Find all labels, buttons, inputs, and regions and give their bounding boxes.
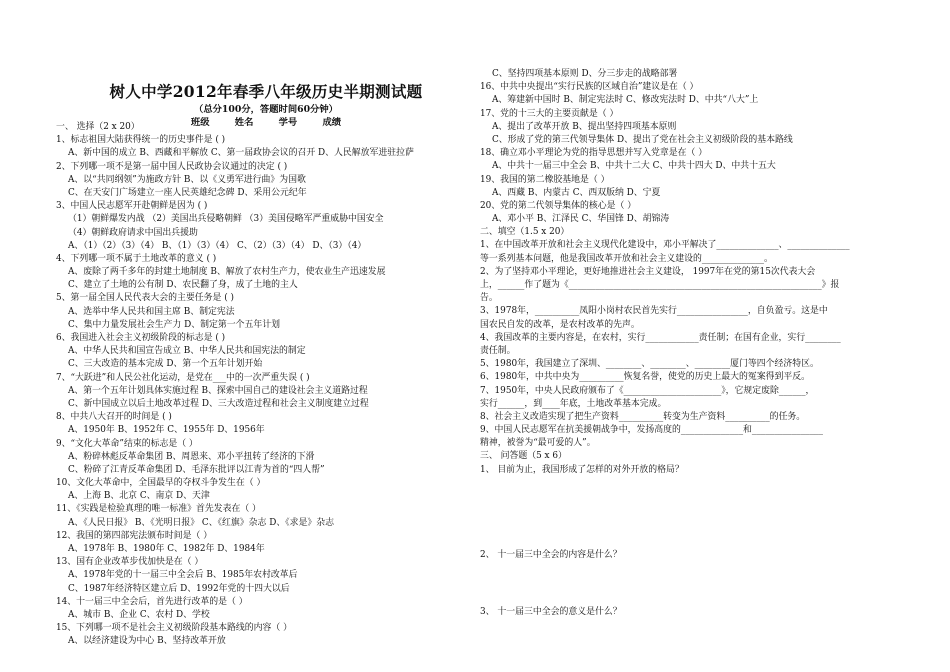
right-question-line: 告。 — [480, 293, 498, 304]
left-question-line: C、三大改造的基本完成 D、第一个五年计划开始 — [68, 359, 263, 370]
left-question-line: A、1978年 B、1980年 C、1982年 D、1984年 — [68, 544, 265, 554]
left-question-line: 13、国有企业改革步伐加快是在（ ） — [56, 557, 204, 568]
left-question-line: A、《人民日报》 B、《光明日报》 C、《红旗》杂志 D、《求是》杂志 — [68, 517, 335, 528]
left-question-line: 4、下列哪一项不属于土地改革的意义 ( ) — [56, 253, 217, 264]
right-question-line: 17、党的十三大的主要贡献是（ ） — [480, 108, 619, 119]
right-question-line: 4、我国改革的主要内容是，在农村，实行____________责任制；在国有企业，实行________ — [480, 332, 841, 343]
answer-space — [480, 477, 900, 549]
left-column — [56, 0, 476, 672]
right-question-line: 实行______，到____年底，土地改革基本完成。 — [480, 398, 667, 409]
right-question-line: 上，______作了题为《_________________________________________________________》报 — [480, 280, 840, 290]
left-question-line: A、1978年党的十一届三中全会后 B、1985年农村改革后 — [68, 570, 298, 581]
right-question-line: A、中共十一届三中全会 B、中共十二大 C、中共十四大 D、中共十五大 — [492, 161, 776, 172]
right-question-line: 二、填空（1.5 x 20） — [480, 227, 570, 238]
right-question-line: 1、 目前为止，我国形成了怎样的对外开放的格局？ — [480, 464, 684, 475]
left-question-line: A、上海 B、北京 C、南京 D、天津 — [68, 491, 210, 502]
right-question-line: 责任制。 — [480, 345, 516, 356]
right-question-line: 5、1980年，我国建立了深圳、________、________、________厦门等四个经济特区。 — [480, 359, 819, 370]
left-question-line: 14、十一届三中全会后，首先进行改革的是（ ） — [56, 596, 248, 607]
right-question-line: 1、在中国改革开放和社会主义现代化建设中，邓小平解决了______________、______________ — [480, 240, 850, 251]
left-question-line: A、废除了两千多年的封建土地制度 B、解放了农村生产力，使农业生产迅速发展 — [68, 267, 386, 278]
left-question-line: A、以经济建设为中心 B、坚持改革开放 — [68, 636, 226, 647]
left-question-line: A、（1）（2）（3）（4） B、（1）（3）（4） C、（2）（3）（4） D、（3）（4） — [68, 240, 367, 251]
left-question-line: 3、中国人民志愿军开赴朝鲜是因为 ( ) — [56, 201, 208, 212]
right-question-line: 8、社会主义改造实现了把生产资料__________转变为生产资料__________的任务。 — [480, 411, 806, 422]
exam-title: 树人中学2012年春季八年级历史半期测试题 — [109, 82, 423, 101]
left-question-line: 12、我国的第四部宪法颁布时间是（ ） — [56, 530, 213, 541]
right-question-line: 3、1978年，__________凤阳小岗村农民首先实行________________，自负盈亏。这是中 — [480, 306, 828, 317]
left-question-line: （1）朝鲜爆发内战 （2）美国出兵侵略朝鲜 （3）美国侵略军严重威胁中国安全 — [68, 214, 384, 225]
essay-question-3: 3、 十一届三中全会的意义是什么？ — [480, 607, 622, 617]
right-question-line: 7、1950年，中央人民政府颁布了《______________________》，它规定废除______， — [480, 385, 815, 396]
right-question-line: 三、 问答题（5 x 6） — [480, 451, 567, 462]
left-question-line: 1、标志祖国大陆获得统一的历史事件是 ( ) — [56, 135, 226, 146]
left-question-line: 一、 选择（2 x 20） — [56, 122, 140, 132]
left-question-line: C、集中力量发展社会生产力 D、制定第一个五年计划 — [68, 319, 280, 330]
field-number: 学号 — [278, 117, 298, 128]
field-class: 班级 — [190, 117, 210, 128]
right-question-line: A、西藏 B、内蒙古 C、西双版纳 D、宁夏 — [492, 187, 661, 198]
left-question-line: （4）朝鲜政府请求中国出兵援助 — [68, 227, 198, 238]
right-question-line: 20、党的第二代领导集体的核心是（ ） — [480, 200, 637, 211]
right-question-line: 9、中国人民志愿军在抗美援朝战争中，发扬高度的______________和________________ — [480, 425, 823, 436]
questions-right-top — [480, 68, 900, 619]
right-question-line: 19、我国的第二橡胶基地是（ ） — [480, 174, 610, 185]
exam-subtitle: （总分100分，答题时间60分钟） — [194, 104, 338, 115]
right-question-line: C、坚持四项基本原则 D、分三步走的战略部署 — [492, 69, 678, 79]
left-question-line: C、1987年经济特区建立后 D、1992年党的十四大以后 — [68, 583, 290, 594]
left-question-line: A、第一个五年计划具体实施过程 B、探索中国自己的建设社会主义道路过程 — [68, 385, 368, 396]
right-question-line: 国农民自发的改革，是农村改革的先声。 — [480, 319, 640, 330]
left-question-line: A、以“共同纲领”为施政方针 B、以《义勇军进行曲》为国歌 — [68, 174, 306, 185]
left-question-line: 2、下列哪一项不是第一届中国人民政协会议通过的决定 ( ) — [56, 161, 288, 172]
right-question-line: 2、为了坚持邓小平理论，更好地推进社会主义建设， 1997年在党的第15次代表大会 — [480, 266, 816, 277]
left-question-line: 5、第一届全国人民代表大会的主要任务是 ( ) — [56, 293, 234, 304]
right-question-line: C、形成了党的第三代领导集体 D、提出了党在社会主义初级阶段的基本路线 — [492, 134, 793, 145]
right-question-line: A、筹建新中国时 B、制定宪法时 C、修改宪法时 D、中共“八大”上 — [492, 95, 759, 106]
left-question-line: 8、中共八大召开的时间是 ( ) — [56, 412, 172, 423]
left-question-line: 10、文化大革命中，全国最早的夺权斗争发生在（ ） — [56, 478, 266, 489]
left-question-line: C、粉碎了江青反革命集团 D、毛泽东批评以江青为首的“四人帮” — [68, 464, 325, 475]
right-question-line: A、提出了改革开放 B、提出坚持四项基本原则 — [492, 121, 677, 132]
right-question-line: 18、确立邓小平理论为党的指导思想并写入党章是在（ ） — [480, 148, 708, 159]
right-question-line: 等一系列基本问题，他是我国改革开放和社会主义建设的______________。 — [480, 253, 773, 264]
left-question-line: C、在天安门广场建立一座人民英雄纪念碑 D、采用公元纪年 — [68, 187, 307, 198]
left-question-line: A、城市 B、企业 C、农村 D、学校 — [68, 609, 210, 620]
field-score: 成绩 — [322, 117, 342, 128]
left-question-line: A、选举中华人民共和国主席 B、制定宪法 — [68, 306, 235, 317]
left-question-line: 11、《实践是检验真理的唯一标准》首先发表在（ ） — [56, 504, 261, 515]
left-question-line: A、粉碎林彪反革命集团 B、周恩来、邓小平扭转了经济的下滑 — [68, 451, 315, 462]
right-question-line: 精神，被誉为“最可爱的人”。 — [480, 438, 596, 449]
choice-questions-left — [56, 121, 476, 649]
essay-question-2: 2、 十一届三中全会的内容是什么？ — [480, 549, 622, 560]
left-question-line: 6、我国进入社会主义初级阶段的标志是 ( ) — [56, 333, 226, 343]
left-question-line: C、新中国成立以后土地改革过程 D、三大改造过程和社会主义制度建立过程 — [68, 398, 369, 409]
right-question-line: A、邓小平 B、江泽民 C、华国锋 D、胡锦涛 — [492, 214, 670, 225]
left-question-line: C、建立了土地的公有制 D、农民翻了身，成了土地的主人 — [68, 280, 298, 291]
right-question-line: 16、中共中央提出“实行民族的区域自治”建议是在（ ） — [480, 82, 699, 93]
field-name: 姓名 — [234, 117, 254, 128]
left-question-line: A、1950年 B、1952年 C、1955年 D、1956年 — [68, 425, 265, 436]
left-question-line: A、新中国的成立 B、西藏和平解放 C、第一届政协会议的召开 D、人民解放军进驻拉萨 — [68, 148, 414, 159]
right-question-line: 6、1980年，中共中央为__________恢复名誉，使党的历史上最大的冤案得到平反。 — [480, 372, 810, 383]
left-question-line: 15、下列哪一项不是社会主义初级阶段基本路线的内容（ ） — [56, 623, 292, 634]
left-question-line: 7、“大跃进”和人民公社化运动，是党在___中的一次严重失误 ( ) — [56, 372, 310, 383]
left-question-line: A、中华人民共和国宣告成立 B、中华人民共和国宪法的制定 — [68, 346, 306, 357]
answer-space — [480, 562, 900, 606]
right-column — [480, 0, 900, 672]
left-question-line: 9、“文化大革命”结束的标志是（ ） — [56, 438, 198, 449]
